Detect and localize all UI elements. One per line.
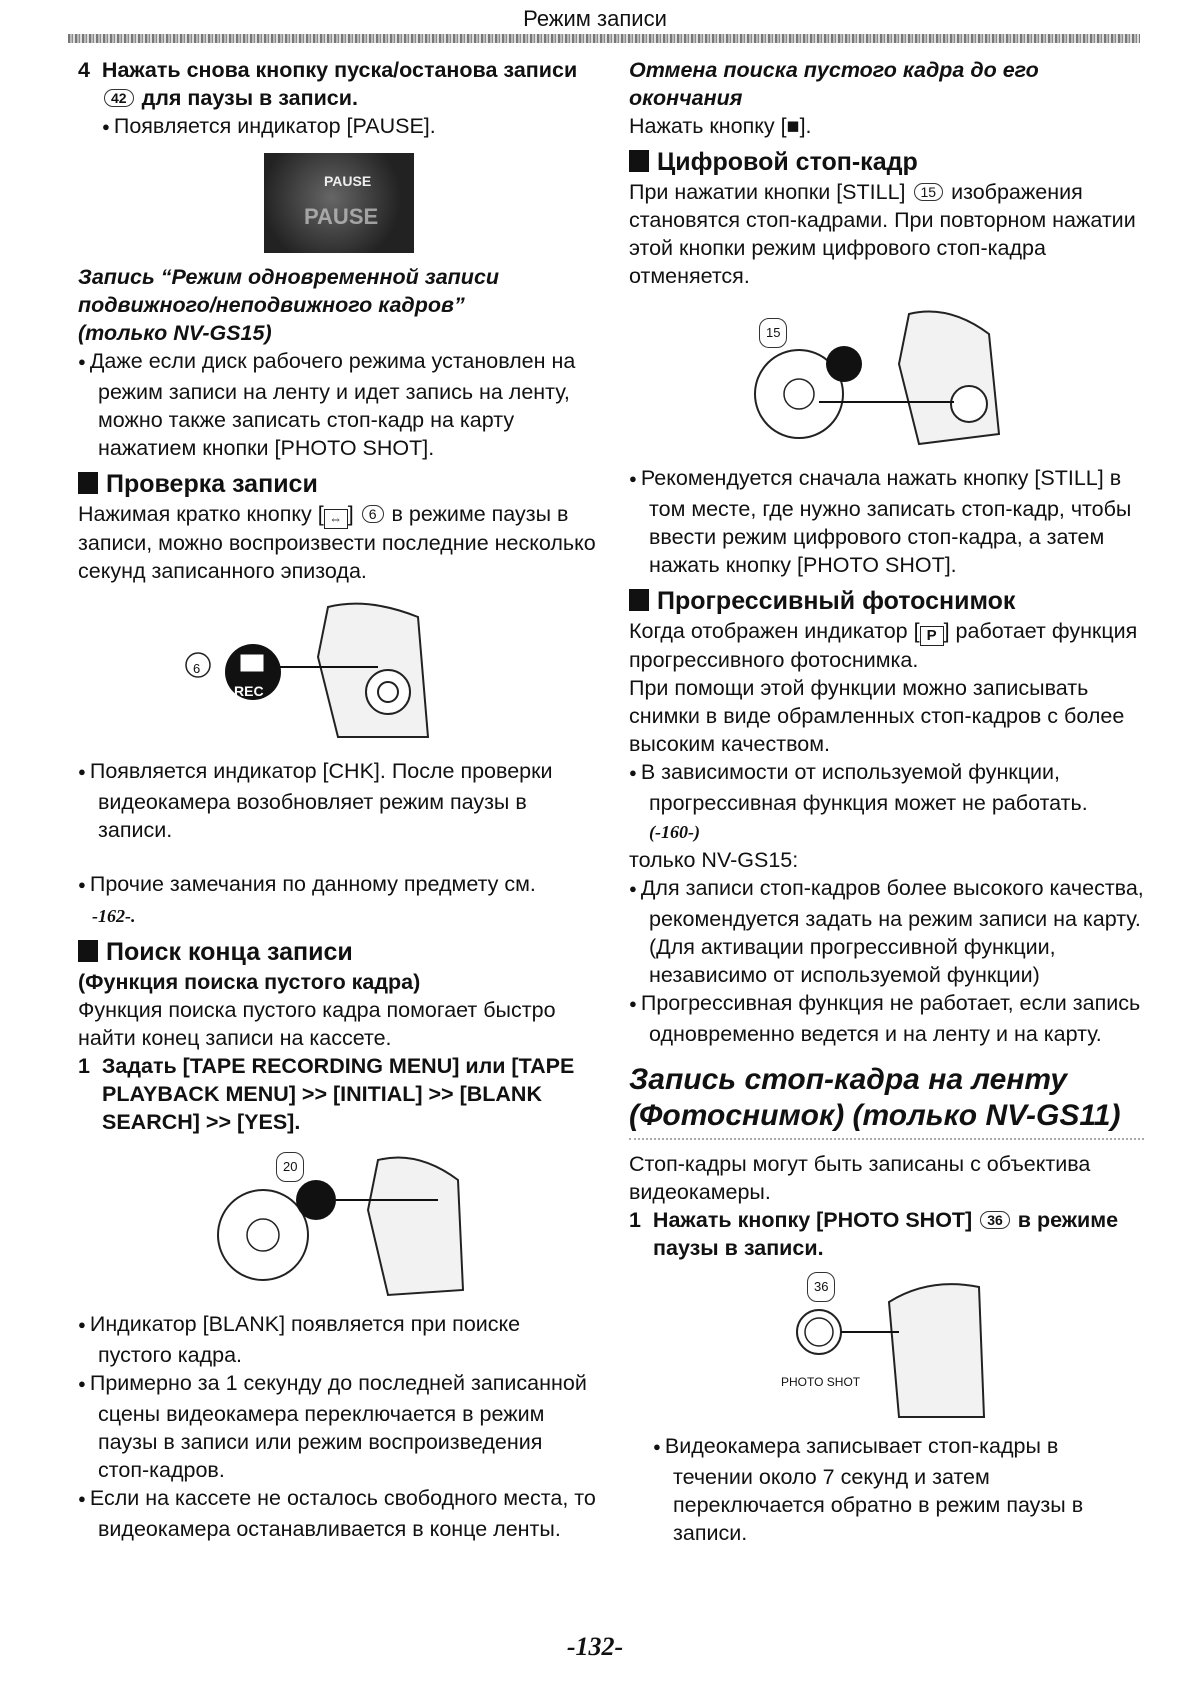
pause-overlay-text: PAUSE <box>324 173 372 189</box>
bullet-sim: ● Даже если диск рабочего режима установлен на режим записи на ленту и идет запись на ленту, можно также записать стоп-кадр на карту нажатием кнопки [PHOTO SHOT]. <box>78 347 598 462</box>
photo-step-1: 1 Нажать кнопку [PHOTO SHOT] 36 в режиме паузы в записи. <box>629 1208 1119 1260</box>
sim-title: Запись “Режим одновременной записи подвижного/неподвижного кадров” <box>78 265 500 317</box>
review-key-icon: ⇔ <box>324 509 348 529</box>
cancel-text: Нажать кнопку [■]. <box>629 114 812 138</box>
section-marker <box>78 940 98 962</box>
search-heading: Поиск конца записи <box>78 936 598 968</box>
camcorder-menu-illustration <box>198 1150 478 1300</box>
ref-badge: 42 <box>104 89 134 107</box>
bullet-pause: ● Появляется индикатор [PAUSE]. <box>102 112 598 143</box>
digital-heading: Цифровой стоп-кадр <box>629 146 1144 178</box>
progressive-icon: P <box>920 626 944 646</box>
right-column <box>629 56 1144 1547</box>
ref-badge: 15 <box>914 183 944 201</box>
photo-figure <box>779 1272 1019 1422</box>
photo-desc: Стоп-кадры могут быть записаны с объектива видеокамеры. <box>629 1152 1091 1204</box>
bullet-dep: ● В зависимости от используемой функции, прогрессивная функция может не работать. <box>629 758 1144 817</box>
bullet-notwork: ● Прогрессивная функция не работает, если запись одновременно ведется и на ленту и на карту. <box>629 989 1144 1048</box>
bullet-other: ● Прочие замечания по данному предмету см. <box>78 870 598 901</box>
dep-ref: (-160-) <box>649 822 700 842</box>
check-text: Нажимая кратко кнопку [ ⇔ ] 6 в режиме паузы в записи, можно воспроизвести последние несколько секунд записанного эпизода. <box>78 502 596 583</box>
page-number: -132- <box>566 1632 624 1661</box>
prog-text-2: При помощи этой функции можно записывать снимки в виде обрамленных стоп-кадров с более высоким качеством. <box>629 676 1125 756</box>
check-figure <box>178 597 518 747</box>
bullet-blank: ● Индикатор [BLANK] появляется при поиске пустого кадра. <box>78 1310 598 1369</box>
section-marker <box>629 150 649 172</box>
fig-ref-36: 36 <box>807 1272 835 1302</box>
photo-shot-label: PHOTO SHOT <box>781 1375 861 1389</box>
pause-screen-image <box>264 153 414 253</box>
title-rule <box>629 1138 1144 1140</box>
step-1: 1 Задать [TAPE RECORDING MENU] или [TAPE PLAYBACK MENU] >> [INITIAL] >> [BLANK SEARCH] >> [YES]. <box>78 1054 575 1134</box>
digital-text: При нажатии кнопки [STILL] 15 изображения становятся стоп-кадрами. При повторном нажатии этой кнопки режим цифрового стоп-кадра отменяется. <box>629 180 1136 288</box>
only-gs15: только NV-GS15: <box>629 848 799 872</box>
left-column <box>78 56 598 1543</box>
fig-ref-20: 20 <box>276 1152 304 1182</box>
bullet-nofree: ● Если на кассете не осталось свободного места, то видеокамера останавливается в конце ленты. <box>78 1484 598 1543</box>
section-marker <box>78 472 98 494</box>
rec-label: REC <box>234 683 264 699</box>
header-rule <box>68 34 1140 43</box>
ref-badge: 36 <box>980 1211 1010 1229</box>
page-header: Режим записи <box>523 6 667 31</box>
bullet-hq: ● Для записи стоп-кадров более высокого качества, рекомендуется задать на режим записи на карту. (Для активации прогрессивной функции, независимо от используемой функции) <box>629 874 1144 989</box>
search-desc: Функция поиска пустого кадра помогает быстро найти конец записи на кассете. <box>78 998 556 1050</box>
prog-text: Когда отображен индикатор [ P ] работает функция прогрессивного фотоснимка. <box>629 619 1138 672</box>
section-marker <box>629 589 649 611</box>
cancel-title: Отмена поиска пустого кадра до его окончания <box>629 58 1039 110</box>
camcorder-still-illustration <box>749 304 1029 454</box>
bullet-chk: ● Появляется индикатор [CHK]. После проверки видеокамера возобновляет режим паузы в записи. <box>78 757 598 844</box>
prog-heading: Прогрессивный фотоснимок <box>629 585 1144 617</box>
other-ref: -162-. <box>92 906 136 926</box>
step-4: 4 Нажать снова кнопку пуска/останова записи 42 для паузы в записи. <box>78 58 578 110</box>
sim-title-model: (только NV-GS15) <box>78 321 272 345</box>
fig-ref-6: 6 <box>193 661 201 676</box>
bullet-rec: ● Рекомендуется сначала нажать кнопку [STILL] в том месте, где нужно записать стоп-кадр, чтобы ввести режим цифрового стоп-кадра, а затем нажать кнопку [PHOTO SHOT]. <box>629 464 1144 579</box>
check-heading: Проверка записи <box>78 468 598 500</box>
pause-overlay-text-large: PAUSE <box>304 204 379 229</box>
bullet-cam: ● Видеокамера записывает стоп-кадры в течении около 7 секунд и затем переключается обратно в режим паузы в записи. <box>653 1432 1144 1547</box>
ref-badge: 6 <box>362 505 384 523</box>
fig-ref-15: 15 <box>759 318 787 348</box>
photo-section-title: Запись стоп-кадра на ленту (Фотоснимок) (только NV-GS11) <box>629 1063 1121 1132</box>
search-figure <box>198 1150 478 1300</box>
bullet-approx: ● Примерно за 1 секунду до последней записанной сцены видеокамера переключается в режим паузы в записи или режим воспроизведения стоп-кадров. <box>78 1369 598 1484</box>
still-figure <box>749 304 1029 454</box>
camcorder-rec-illustration <box>178 597 518 747</box>
search-subtitle: (Функция поиска пустого кадра) <box>78 970 421 994</box>
